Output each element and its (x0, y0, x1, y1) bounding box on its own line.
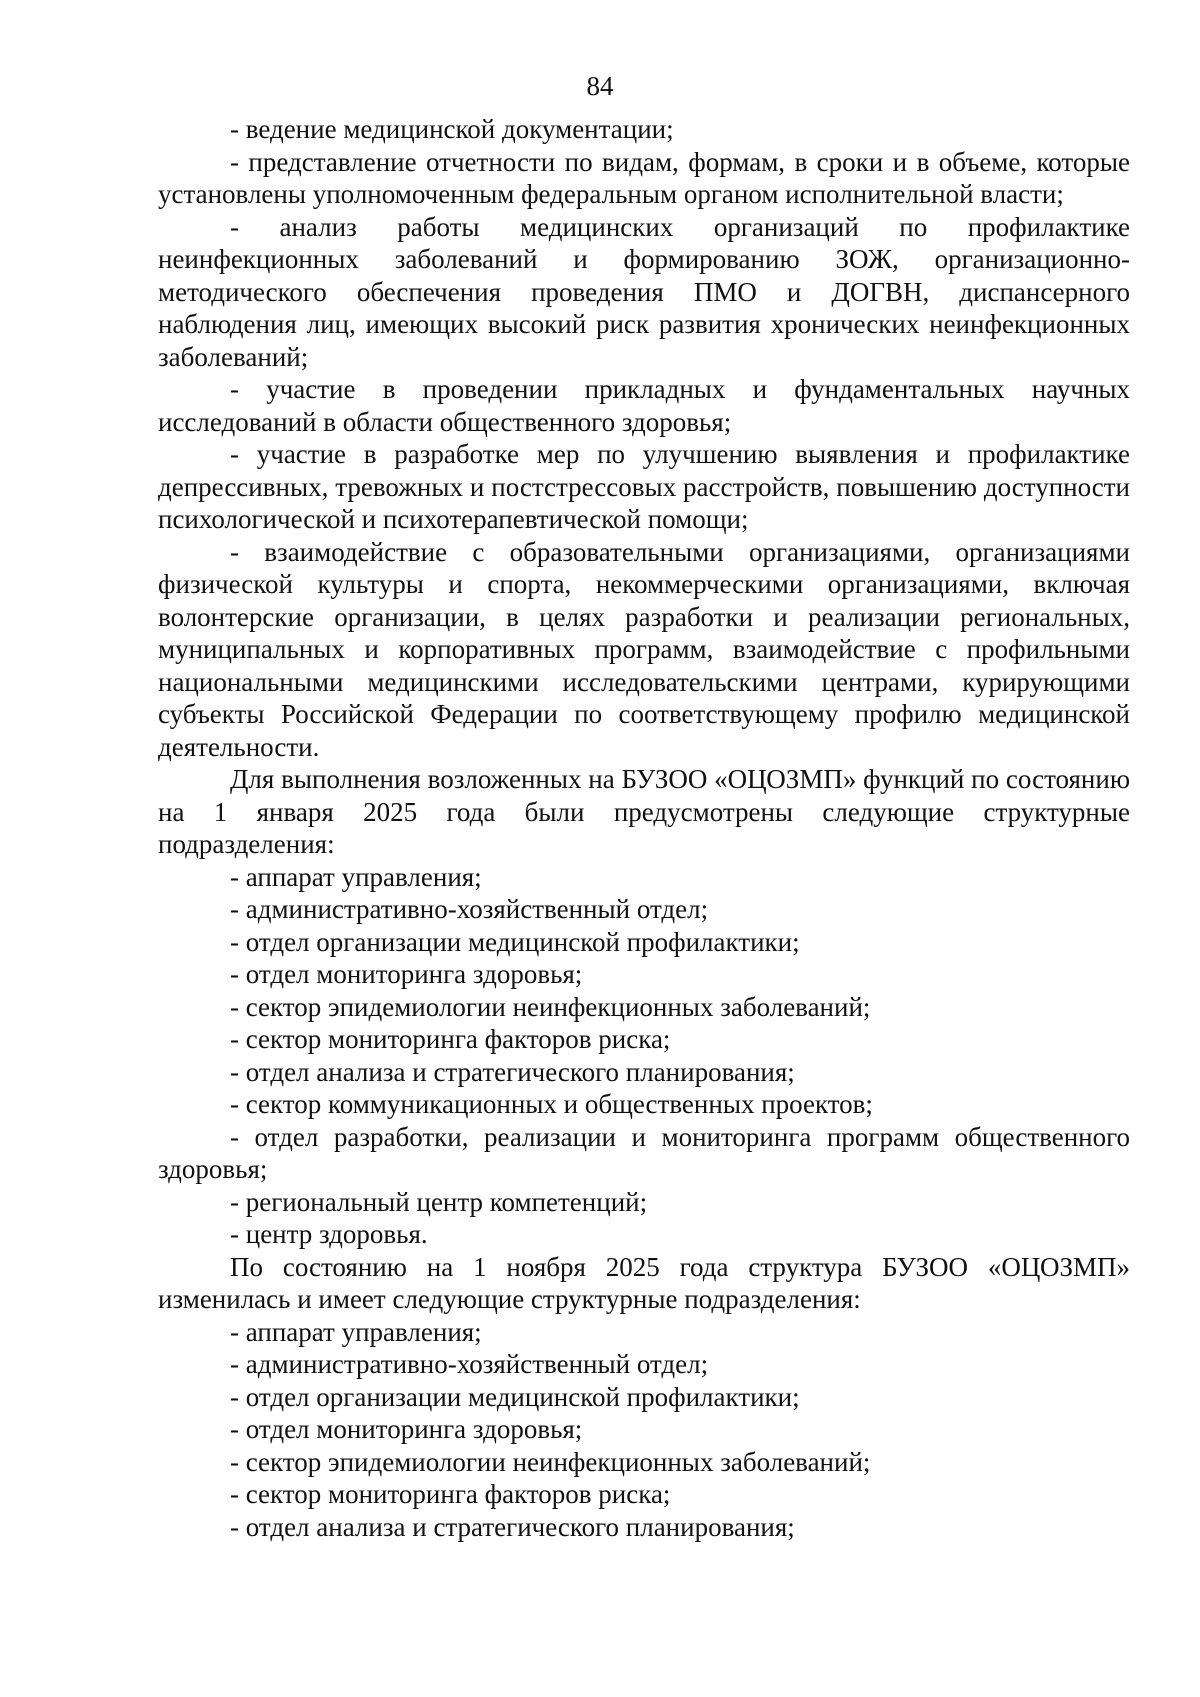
list-item-prevention-department: - отдел организации медицинской профилактики; (230, 926, 800, 957)
list-item-epidemiology-sector: - сектор эпидемиологии неинфекционных заболеваний; (230, 1446, 871, 1477)
list-item-analysis-of-work: - анализ работы медицинских организаций по профилактике неинфекционных заболеваний и формированию ЗОЖ, организационно-методического обеспечения проведения ПМО и ДОГВН, диспансерного наблюдения лиц, имеющих высокий риск развития хронических неинфекционных заболеваний; (158, 211, 1130, 372)
list-item-strategic-planning-department: - отдел анализа и стратегического планирования; (230, 1056, 795, 1087)
list-item-interaction-with-organizations: - взаимодействие с образовательными организациями, организациями физической культуры и спорта, некоммерческими организациями, включая волонтерские организации, в целях разработки и реализации региональных, муниципальных и корпоративных программ, взаимодействие с профильными национальными медицинскими исследовательскими центрами, курирующими субъекты Российской Федерации по соответствующему профилю медицинской деятельности. (158, 536, 1130, 762)
list-item-health-monitoring-department: - отдел мониторинга здоровья; (230, 959, 583, 989)
list-item-mental-health-measures: - участие в разработке мер по улучшению выявления и профилактике депрессивных, тревожных и постстрессовых расстройств, повышению доступности психологической и психотерапевтической помощи; (158, 439, 1130, 534)
document-body (158, 113, 1130, 1543)
list-item-health-monitoring-department: - отдел мониторинга здоровья; (230, 1414, 583, 1444)
paragraph-structure-2025-november: По состоянию на 1 ноября 2025 года структура БУЗОО «ОЦОЗМП» изменилась и имеет следующие структурные подразделения: (158, 1251, 1130, 1314)
list-item-risk-factors-sector: - сектор мониторинга факторов риска; (230, 1024, 671, 1054)
list-item-management-apparatus: - аппарат управления; (230, 1316, 482, 1347)
list-item-epidemiology-sector: - сектор эпидемиологии неинфекционных заболеваний; (230, 991, 871, 1022)
list-item-communication-projects-sector: - сектор коммуникационных и общественных проектов; (230, 1089, 873, 1119)
paragraph-structure-2025-january: Для выполнения возложенных на БУЗОО «ОЦОЗМП» функций по состоянию на 1 января 2025 года были предусмотрены следующие структурные подразделения: (158, 764, 1130, 859)
list-item-administrative-department: - административно-хозяйственный отдел; (230, 894, 709, 924)
list-item-administrative-department: - административно-хозяйственный отдел; (230, 1349, 709, 1379)
list-item-management-apparatus: - аппарат управления; (230, 861, 482, 892)
list-item-risk-factors-sector: - сектор мониторинга факторов риска; (230, 1479, 671, 1509)
list-item-health-center: - центр здоровья. (230, 1219, 428, 1249)
list-item-medical-documentation: - ведение медицинской документации; (230, 114, 674, 144)
page-number: 84 (586, 71, 614, 101)
list-item-public-health-programs-department: - отдел разработки, реализации и мониторинга программ общественного здоровья; (158, 1121, 1130, 1184)
list-item-reporting: - представление отчетности по видам, формам, в сроки и в объеме, которые установлены уполномоченным федеральным органом исполнительной власти; (158, 146, 1130, 209)
list-item-competence-center: - региональный центр компетенций; (230, 1186, 648, 1217)
list-item-prevention-department: - отдел организации медицинской профилактики; (230, 1381, 800, 1412)
list-item-strategic-planning-department: - отдел анализа и стратегического планирования; (230, 1511, 795, 1542)
list-item-research-participation: - участие в проведении прикладных и фундаментальных научных исследований в области общественного здоровья; (158, 374, 1130, 437)
